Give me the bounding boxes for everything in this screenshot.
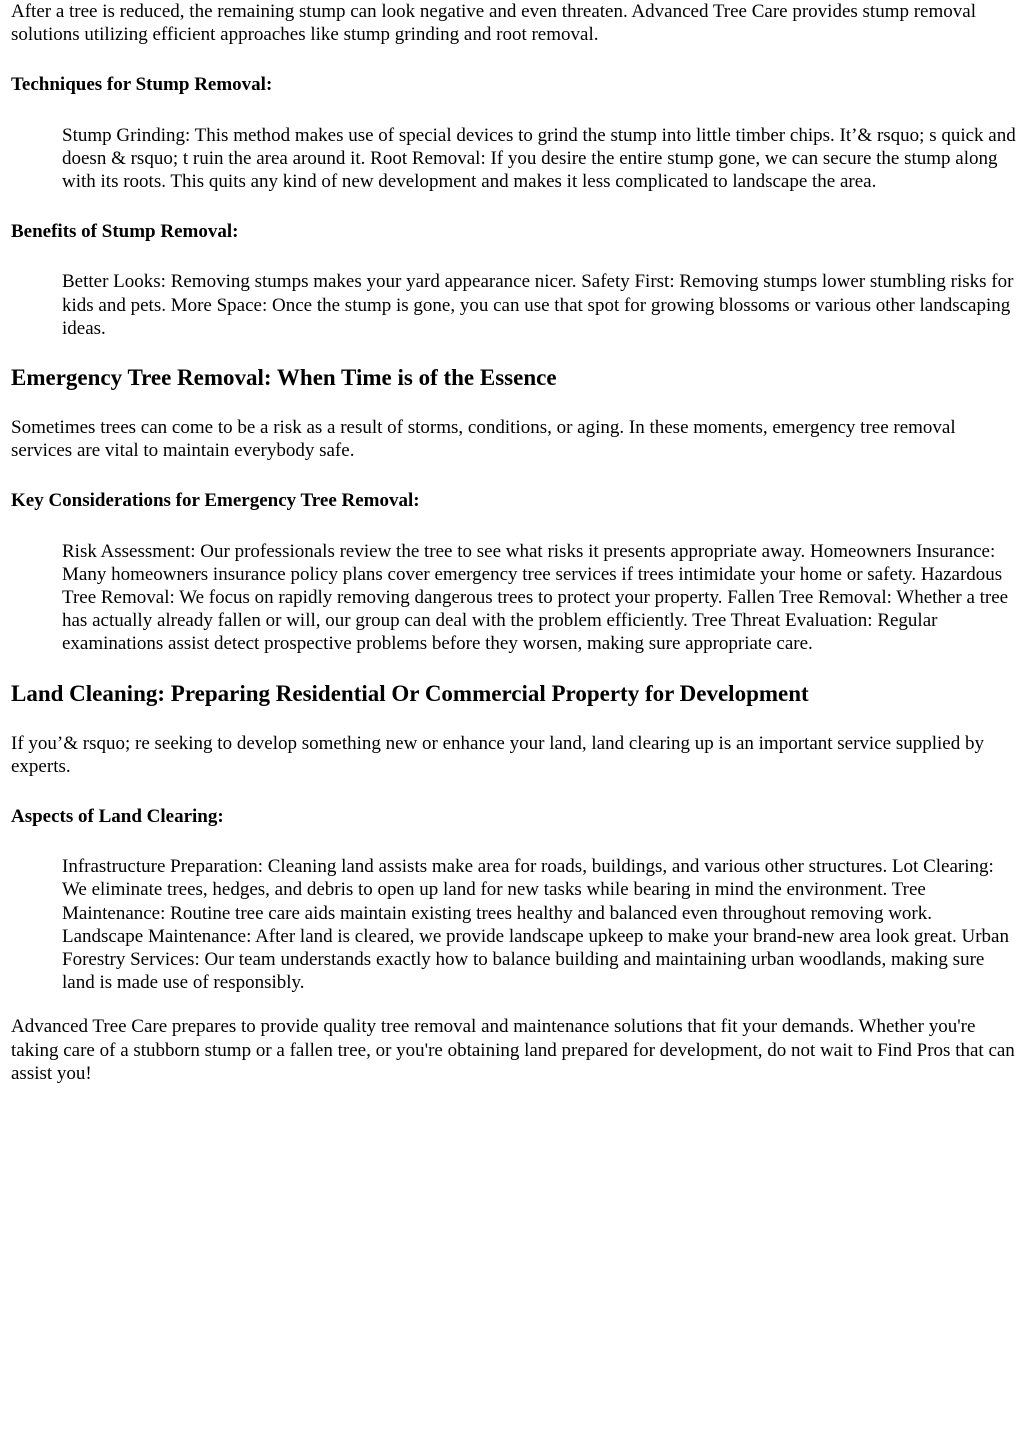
emergency-considerations-body: Risk Assessment: Our professionals review the tree to see what risks it presents appropriate away. Homeowners Insurance: Many homeowners insurance policy plans cover emergency tree services if trees intimidate your home or safety. Hazardous Tree Removal: We focus on rapidly removing dangerous trees to protect your property. Fallen Tree Removal: Whether a tree has actually already fallen or will, our group can deal with the problem efficiently. Tree Threat Evaluation: Regular examinations assist detect prospective problems before they worsen, making sure appropriate care.	[62, 540, 1009, 655]
land-intro-paragraph: If you’& rsquo; re seeking to develop something new or enhance your land, land clearing up is an important service supplied by experts.	[11, 732, 984, 777]
emergency-intro-paragraph: Sometimes trees can come to be a risk as a result of storms, conditions, or aging. In these moments, emergency tree removal services are vital to maintain everybody safe.	[11, 417, 956, 462]
closing-paragraph: Advanced Tree Care prepares to provide quality tree removal and maintenance solutions that fit your demands. Whether you're taking care of a stubborn stump or a fallen tree, or you're obtaining land prepared for development, do not wait to Find Pros that can assist you!	[11, 1016, 1015, 1084]
stump-benefits-heading: Benefits of Stump Removal:	[11, 221, 239, 243]
stump-techniques-heading: Techniques for Stump Removal:	[11, 74, 273, 96]
land-section-title: Land Cleaning: Preparing Residential Or Commercial Property for Development	[11, 680, 809, 706]
emergency-section-title: Emergency Tree Removal: When Time is of the Essence	[11, 365, 557, 391]
stump-techniques-body: Stump Grinding: This method makes use of special devices to grind the stump into little timber chips. It’& rsquo; s quick and doesn & rsquo; t ruin the area around it. Root Removal: If you desire the entire stump gone, we can secure the stump along with its roots. This quits any kind of new development and makes it less complicated to landscape the area.	[62, 124, 1016, 193]
land-aspects-heading: Aspects of Land Clearing:	[11, 806, 224, 828]
emergency-considerations-heading: Key Considerations for Emergency Tree Removal:	[11, 490, 420, 512]
land-aspects-body: Infrastructure Preparation: Cleaning land assists make area for roads, buildings, and various other structures. Lot Clearing: We eliminate trees, hedges, and debris to open up land for new tasks while bearing in mind the environment. Tree Maintenance: Routine tree care aids maintain existing trees healthy and balanced even throughout removing work. Landscape Maintenance: After land is cleared, we provide landscape upkeep to make your brand-new area look great. Urban Forestry Services: Our team understands exactly how to balance building and maintaining urban woodlands, making sure land is made use of responsibly.	[62, 856, 1009, 994]
stump-benefits-body: Better Looks: Removing stumps makes your yard appearance nicer. Safety First: Removing stumps lower stumbling risks for kids and pets. More Space: Once the stump is gone, you can use that spot for growing blossoms or various other landscaping ideas.	[62, 271, 1014, 339]
intro-paragraph: After a tree is reduced, the remaining stump can look negative and even threaten. Advanced Tree Care provides stump removal solutions utilizing efficient approaches like stump grinding and root removal.	[11, 1, 976, 46]
